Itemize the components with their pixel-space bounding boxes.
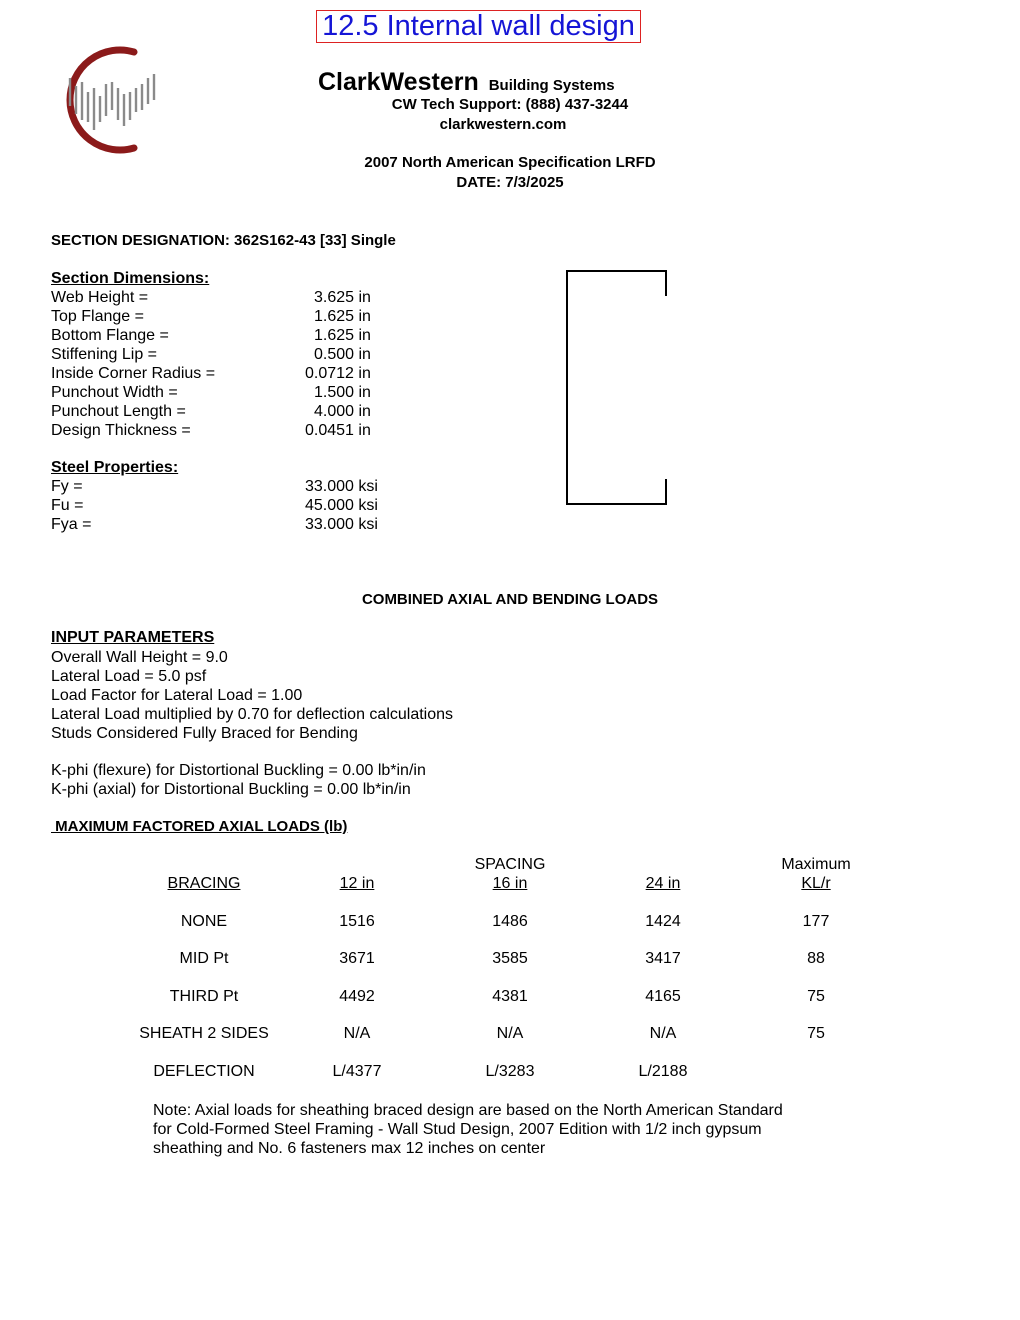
table-cell: 1516 (339, 913, 375, 930)
table-cell: 88 (807, 950, 825, 967)
dimension-label: Punchout Length = (51, 403, 186, 420)
company-subtitle: Building Systems (488, 77, 615, 94)
input-parameter: Lateral Load multiplied by 0.70 for deflection calculations (51, 706, 454, 723)
note-line: sheathing and No. 6 fasteners max 12 inches on center (153, 1140, 546, 1157)
input-parameter: Studs Considered Fully Braced for Bending (51, 725, 358, 742)
dimension-label: Web Height = (51, 289, 149, 306)
column-header-klr: KL/r (801, 875, 831, 892)
table-cell: L/3283 (485, 1063, 535, 1080)
dimension-value: 1.625 in (314, 308, 371, 325)
table-cell: L/4377 (332, 1063, 382, 1080)
input-parameters-title: INPUT PARAMETERS (51, 629, 215, 646)
dimension-value: 0.0451 in (305, 422, 371, 439)
clarkwestern-logo (44, 44, 160, 156)
steel-label: Fu = (51, 497, 84, 514)
c-section-diagram (560, 264, 672, 510)
section-dimensions-title: Section Dimensions: (51, 270, 210, 287)
steel-label: Fya = (51, 516, 92, 533)
dimension-row (51, 421, 451, 440)
dimension-value: 1.625 in (314, 327, 371, 344)
input-parameter: Overall Wall Height = 9.0 (51, 649, 228, 666)
company-name (318, 68, 615, 97)
steel-row (51, 496, 451, 515)
dimension-label: Bottom Flange = (51, 327, 169, 344)
page-title: 12.5 Internal wall design (316, 10, 641, 43)
dimension-row (51, 364, 451, 383)
dimension-value: 4.000 in (314, 403, 371, 420)
table-cell-bracing: SHEATH 2 SIDES (139, 1025, 269, 1042)
table-cell: 4492 (339, 988, 375, 1005)
table-cell: N/A (343, 1025, 371, 1042)
dimension-value: 1.500 in (314, 384, 371, 401)
dimension-row (51, 288, 451, 307)
axial-loads-table (0, 856, 1020, 1086)
spec-line: 2007 North American Specification LRFD (364, 154, 656, 171)
dimension-label: Stiffening Lip = (51, 346, 158, 363)
steel-value: 45.000 ksi (305, 497, 378, 514)
table-cell-bracing: MID Pt (179, 950, 229, 967)
steel-row (51, 477, 451, 496)
table-cell: 3585 (492, 950, 528, 967)
steel-value: 33.000 ksi (305, 516, 378, 533)
table-cell: 4381 (492, 988, 528, 1005)
steel-properties-list (51, 477, 451, 534)
table-cell-bracing: DEFLECTION (153, 1063, 255, 1080)
steel-row (51, 515, 451, 534)
column-header-24in: 24 in (645, 875, 681, 892)
steel-label: Fy = (51, 478, 83, 495)
kphi-flexure: K-phi (flexure) for Distortional Buckling = 0.00 lb*in/in (51, 762, 426, 779)
maximum-header: Maximum (781, 856, 851, 873)
combined-loads-heading: COMBINED AXIAL AND BENDING LOADS (361, 591, 659, 608)
tech-support-line: CW Tech Support: (888) 437-3244 (391, 96, 629, 113)
steel-properties-title: Steel Properties: (51, 459, 179, 476)
dimension-value: 3.625 in (314, 289, 371, 306)
dimension-label: Design Thickness = (51, 422, 191, 439)
dimension-row (51, 402, 451, 421)
table-cell-bracing: THIRD Pt (169, 988, 239, 1005)
dimension-value: 0.0712 in (305, 365, 371, 382)
table-cell: L/2188 (638, 1063, 688, 1080)
dimension-label: Punchout Width = (51, 384, 178, 401)
note-line: for Cold-Formed Steel Framing - Wall Stud Design, 2007 Edition with 1/2 inch gypsum (153, 1121, 762, 1138)
max-factored-title: MAXIMUM FACTORED AXIAL LOADS (lb) (51, 818, 348, 835)
table-cell: 177 (802, 913, 830, 930)
table-cell: N/A (649, 1025, 677, 1042)
input-parameters-list (51, 648, 453, 743)
column-header-12in: 12 in (339, 875, 375, 892)
company-name-text: ClarkWestern (318, 68, 479, 96)
table-cell: 3671 (339, 950, 375, 967)
steel-value: 33.000 ksi (305, 478, 378, 495)
section-designation: SECTION DESIGNATION: 362S162-43 [33] Single (51, 232, 396, 249)
sheathing-note (153, 1101, 783, 1158)
dimension-label: Inside Corner Radius = (51, 365, 216, 382)
input-parameter: Load Factor for Lateral Load = 1.00 (51, 687, 303, 704)
input-parameter: Lateral Load = 5.0 psf (51, 668, 207, 685)
table-cell: 4165 (645, 988, 681, 1005)
dimension-row (51, 326, 451, 345)
kphi-axial: K-phi (axial) for Distortional Buckling = 0.00 lb*in/in (51, 781, 411, 798)
note-line: Note: Axial loads for sheathing braced design are based on the North American Standard (153, 1102, 783, 1119)
dimension-row (51, 383, 451, 402)
table-cell: N/A (496, 1025, 524, 1042)
table-cell-bracing: NONE (180, 913, 228, 930)
dimension-label: Top Flange = (51, 308, 144, 325)
spacing-header: SPACING (474, 856, 546, 873)
column-header-bracing: BRACING (167, 875, 241, 892)
column-header-16in: 16 in (492, 875, 528, 892)
table-cell: 3417 (645, 950, 681, 967)
table-cell: 75 (807, 988, 825, 1005)
kphi-list (51, 761, 426, 799)
date-line: DATE: 7/3/2025 (456, 174, 564, 191)
table-cell: 1424 (645, 913, 681, 930)
dimension-value: 0.500 in (314, 346, 371, 363)
dimension-row (51, 345, 451, 364)
section-dimensions-list (51, 288, 451, 440)
website-line: clarkwestern.com (439, 116, 567, 133)
table-cell: 1486 (492, 913, 528, 930)
dimension-row (51, 307, 451, 326)
table-cell: 75 (807, 1025, 825, 1042)
